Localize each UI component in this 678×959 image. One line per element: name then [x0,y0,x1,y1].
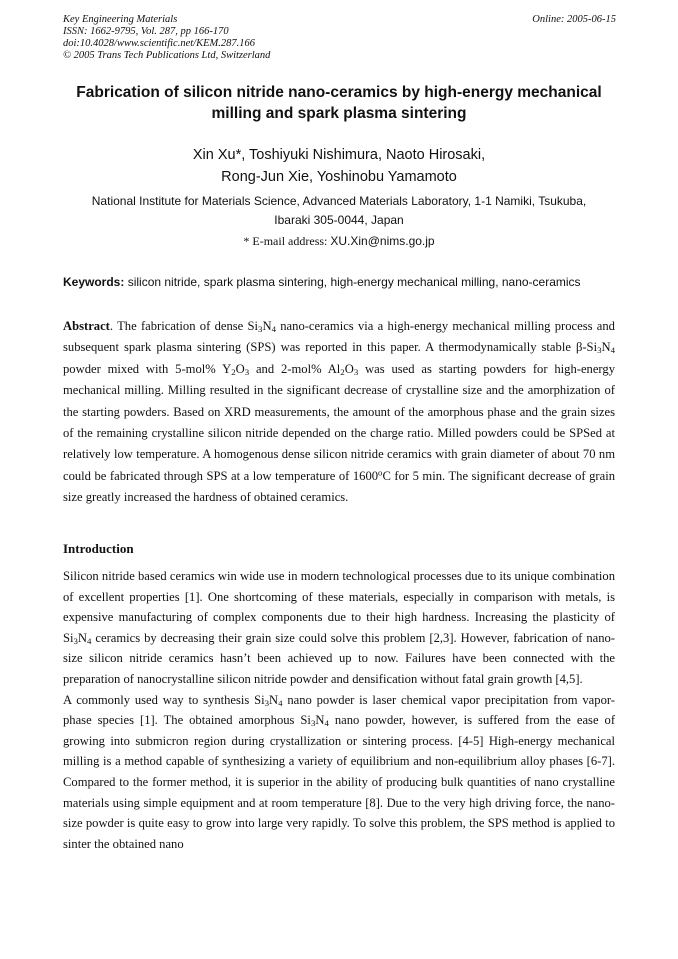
abstract-text: O [344,361,354,376]
intro-text: N [269,692,279,707]
abstract [63,316,615,509]
subscript: 4 [610,345,615,356]
authors-line-2: Rong-Jun Xie, Yoshinobu Yamamoto [221,169,457,185]
doi-line: doi:10.4028/www.scientific.net/KEM.287.166 [63,38,255,49]
abstract-text: nano-ceramics via a high-energy mechanical milling process and subsequent spark plasma sintering (SPS) was reported in this paper. A thermodynamically stable β-Si [63,319,615,355]
abstract-text: powder mixed with 5-mol% Y [63,361,232,376]
online-date: Online: 2005-06-15 [532,14,616,25]
subscript: 4 [271,324,276,335]
subscript: 3 [310,718,316,729]
subscript: 2 [231,367,236,378]
abstract-text: N [601,340,611,355]
intro-text: ceramics by decreasing their grain size could solve this problem [2,3]. However, fabrication of nano-size silicon nitride ceramics hasn’t been achieved up to now. Failures have been connected with the preparation of nanocrystalline silicon nitride powder and densification without fatal grain growth [4,5]. [63,630,615,686]
author-list [60,144,618,188]
abstract-text: O [235,361,245,376]
copyright-line: © 2005 Trans Tech Publications Ltd, Switzerland [63,50,271,61]
superscript: o [378,467,383,478]
email-address: XU.Xin@nims.go.jp [330,234,435,248]
email-label: * E-mail address: [243,234,331,248]
affiliation [60,192,618,230]
journal-header [63,14,616,62]
subscript: 2 [340,367,345,378]
subscript: 3 [264,697,270,708]
intro-paragraph-2 [63,690,615,855]
title-line-2: milling and spark plasma sintering [211,105,467,122]
subscript: 3 [353,367,359,378]
intro-text: nano powder is laser chemical vapor precipitation from vapor-phase species [1]. The obtained amorphous Si [63,692,615,728]
introduction-body [63,566,615,854]
keywords-text: silicon nitride, spark plasma sintering, high-energy mechanical milling, nano-ceramics [124,275,581,289]
subscript: 3 [258,324,263,335]
abstract-text: and 2-mol% Al [249,361,341,376]
subscript: 4 [324,718,329,729]
introduction-heading: Introduction [63,541,134,556]
title-line-1: Fabrication of silicon nitride nano-ceramics by high-energy mechanical [76,84,602,101]
subscript: 4 [278,697,283,708]
intro-text: N [77,630,88,645]
authors-line-1: Xin Xu*, Toshiyuki Nishimura, Naoto Hirosaki, [192,147,486,163]
abstract-text: N [262,319,272,333]
abstract-text: was used as starting powders for high-energy mechanical milling. Milling resulted in the significant decrease of crystalline size and the amorphization of the starting powders. Based on XRD measurements, the amount of the amorphous phase and the grain sizes of the remaining crystalline silicon nitride depended on the charge ratio. Milled powders could be SPSed at relatively low temperature. A homogenous dense silicon nitride ceramics with grain diameter of about 70 nm could be fabricated through SPS at a low temperature of 1600 [63,361,615,483]
subscript: 3 [597,345,602,356]
email-line [60,233,618,249]
intro-text: nano powder, however, is suffered from the ease of growing into submicron region during crystallization or sintering process. [4-5] High-energy mechanical milling is a method capable of synthesizing a variety of equilibrium and non-equilibrium alloy phases [6-7]. Compared to the former method, it is superior in the ability of producing bulk quantities of nano crystalline materials using simple equipment and at room temperature [8]. Due to the very high driving force, the nano-size powder is quite easy to grow into large very rapidly. To solve this problem, the SPS method is applied to sinter the obtained nano [63,713,616,851]
keywords [63,274,618,290]
journal-name: Key Engineering Materials [63,14,178,25]
intro-paragraph-1 [63,566,615,690]
abstract-label: Abstract [63,319,110,333]
subscript: 3 [73,635,78,646]
intro-text: N [315,713,325,728]
abstract-text: C for 5 min. The significant decrease of grain size greatly increased the hardness of obtained ceramics. [63,468,616,505]
affiliation-line-2: Ibaraki 305-0044, Japan [274,213,404,227]
subscript: 3 [244,367,250,378]
subscript: 4 [87,635,92,646]
intro-text: Silicon nitride based ceramics win wide use in modern technological processes due to its unique combination of excellent properties [1]. One shortcoming of these materials, especially in comparison with metals, is expensive manufacturing of complex components due to their high hardness. Increasing the plasticity of Si [63,569,615,645]
keywords-label: Keywords: [63,275,125,289]
issn-line: ISSN: 1662-9795, Vol. 287, pp 166-170 [63,26,229,37]
affiliation-line-1: National Institute for Materials Science, Advanced Materials Laboratory, 1-1 Namiki, Tsukuba, [91,194,587,208]
intro-text: A commonly used way to synthesis Si [63,692,265,707]
paper-title [50,82,628,124]
abstract-text: . The fabrication of dense Si [109,319,259,333]
